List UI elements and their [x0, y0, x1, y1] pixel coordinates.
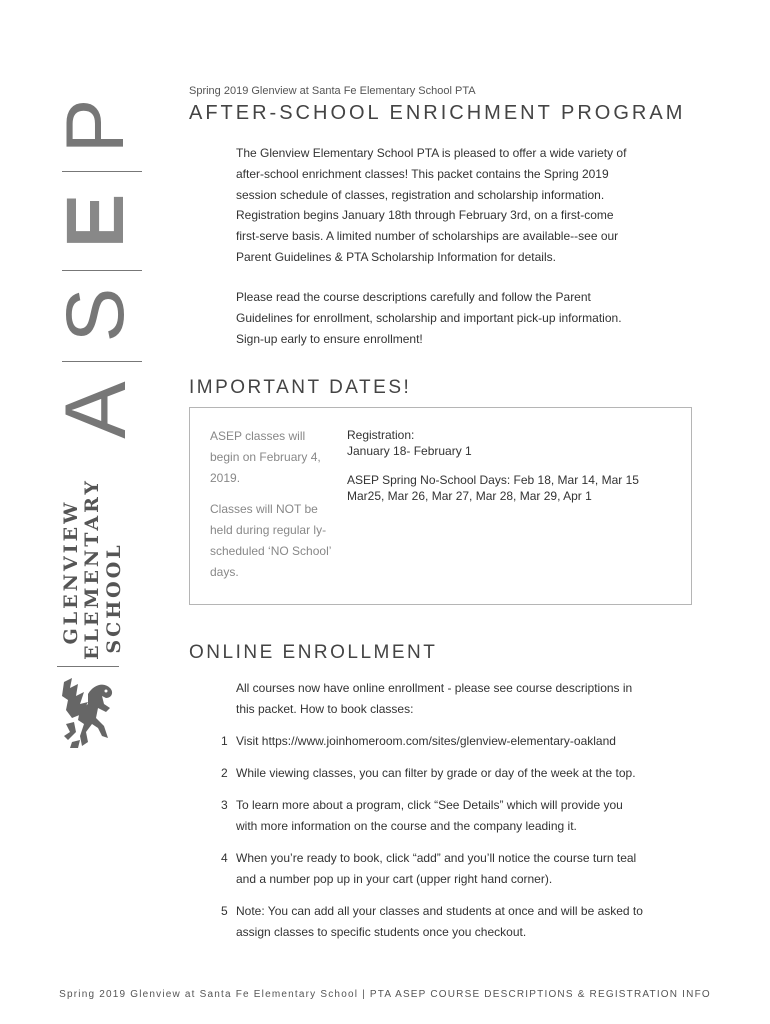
classes-begin-note: ASEP classes will begin on February 4, 2019. [210, 429, 321, 485]
enrollment-steps [217, 731, 647, 954]
important-dates-notes [210, 426, 335, 583]
asep-letter-p: P [50, 98, 141, 154]
intro-paragraph-2: Please read the course descriptions carefully and follow the Parent Guidelines for enrollment, scholarship and important pick-up information. Sign-up early to ensure enrollment! [236, 290, 622, 346]
registration-label: Registration: [347, 428, 415, 442]
registration-dates: January 18- February 1 [347, 443, 472, 458]
list-item [217, 848, 647, 890]
no-class-note: Classes will NOT be held during regular ly-scheduled ‘NO School’ days. [210, 502, 331, 579]
step-number: 4 [221, 851, 228, 865]
online-enrollment-title: ONLINE ENROLLMENT [189, 642, 438, 663]
header-subtitle: Spring 2019 Glenview at Santa Fe Elementary School PTA [189, 85, 476, 97]
asep-divider [62, 361, 142, 362]
step-number: 2 [221, 766, 228, 780]
list-item [217, 901, 647, 943]
step-number: 1 [221, 734, 228, 748]
no-school-days-line-2: Mar25, Mar 26, Mar 27, Mar 28, Mar 29, Apr 1 [347, 488, 592, 503]
step-text: When you’re ready to book, click “add” and you’ll notice the course turn teal and a number pop up in your cart (upper right hand corner). [236, 851, 637, 886]
school-name-line-2: ELEMENTARY [81, 478, 103, 660]
school-name-line-1: GLENVIEW [60, 499, 82, 645]
important-dates-title: IMPORTANT DATES! [189, 377, 412, 398]
step-number: 5 [221, 904, 228, 918]
step-text: To learn more about a program, click “See Details” which will provide you with more information on the course and the company leading it. [236, 798, 623, 833]
intro-paragraph-1: The Glenview Elementary School PTA is pleased to offer a wide variety of after-school enrichment classes! This packet contains the Spring 2019 session schedule of classes, registration and scholarship information. Registration begins January 18th through February 3rd, on a first-come first-serve basis. A limited number of scholarships are available--see our Parent Guidelines & PTA Scholarship Information for details. [236, 146, 627, 264]
school-name-line-3: SCHOOL [103, 542, 125, 654]
no-school-days-line-1: ASEP Spring No-School Days: Feb 18, Mar 14, Mar 15 [347, 473, 639, 487]
list-item [217, 731, 647, 752]
step-number: 3 [221, 798, 228, 812]
asep-divider [62, 270, 142, 271]
asep-letter-a: A [48, 381, 144, 439]
list-item [217, 763, 647, 784]
online-enrollment-intro: All courses now have online enrollment - please see course descriptions in this packet. How to book classes: [236, 681, 633, 716]
asep-divider [62, 171, 142, 172]
step-text: While viewing classes, you can filter by grade or day of the week at the top. [236, 766, 636, 780]
step-text: Note: You can add all your classes and students at once and will be asked to assign classes to specific students once you checkout. [236, 904, 643, 939]
list-item [217, 795, 647, 837]
asep-letter-s: S [50, 287, 141, 343]
page-title: AFTER-SCHOOL ENRICHMENT PROGRAM [189, 102, 686, 124]
step-text: Visit https://www.joinhomeroom.com/sites/glenview-elementary-oakland [236, 734, 616, 748]
important-dates-details [347, 428, 677, 504]
logo-divider [57, 666, 119, 667]
asep-letter-e: E [50, 193, 141, 249]
griffin-logo-icon [58, 674, 118, 750]
page-footer: Spring 2019 Glenview at Santa Fe Elementary School | PTA ASEP COURSE DESCRIPTIONS & REGISTRATION INFO [59, 989, 711, 1000]
